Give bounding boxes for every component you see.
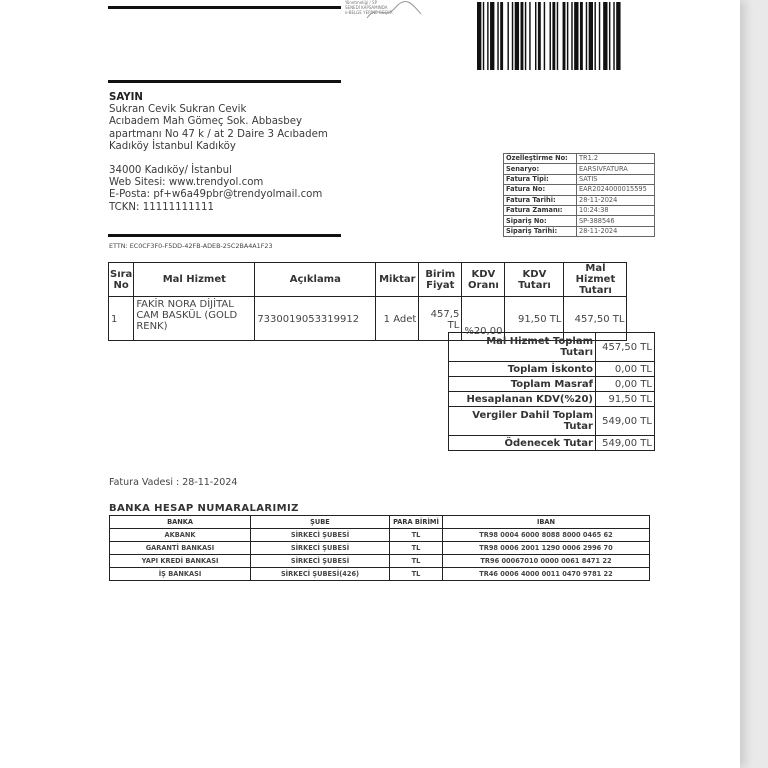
customer-tckn: TCKN: 11111111111 [109,201,215,213]
totals-table [448,332,655,451]
totals-label: Toplam İskonto [449,362,596,377]
info-key: Fatura Tipi: [504,174,577,184]
totals-row [449,362,655,377]
bank-branch: SİRKECİ ŞUBESİ(426) [251,568,390,581]
bank-name: YAPI KREDİ BANKASI [110,555,251,568]
info-key: Senaryo: [504,164,577,174]
bank-currency: TL [390,568,443,581]
totals-value: 0,00 TL [596,377,655,392]
bank-name: AKBANK [110,529,251,542]
customer-name: Sukran Cevik Sukran Cevik [109,104,247,116]
customer-title: SAYIN [109,92,143,103]
info-value: TR1.2 [577,154,655,164]
column-header: Açıklama [255,263,376,297]
bank-column-header: BANKA [110,516,251,529]
info-value: SP-388546 [577,216,655,226]
items-header-row [109,263,627,297]
address-line: Kadıköy İstanbul Kadıköy [109,140,236,152]
column-header: KDV Tutarı [505,263,564,297]
bank-currency: TL [390,529,443,542]
bank-iban: TR98 0006 2001 1290 0006 2996 70 [443,542,650,555]
cell-vat-rate: %20,00 [462,297,505,341]
info-row [504,154,655,164]
info-row [504,174,655,184]
totals-label: Toplam Masraf [449,377,596,392]
customer-address-block [109,92,328,214]
table-row [110,568,650,581]
totals-value: 0,00 TL [596,362,655,377]
bank-header-row [110,516,650,529]
stamp-line: e-BELGE YERİNE GEÇER [345,10,393,15]
bank-name: GARANTİ BANKASI [110,542,251,555]
info-value: 28-11-2024 [577,226,655,236]
bank-branch: SİRKECİ ŞUBESİ [251,542,390,555]
info-value: EAR2024000015595 [577,185,655,195]
table-row [110,555,650,568]
info-key: Özelleştirme No: [504,154,577,164]
bank-currency: TL [390,555,443,568]
totals-label: Ödenecek Tutar [449,436,596,451]
info-row [504,216,655,226]
bank-accounts-table [109,515,650,581]
totals-row [449,377,655,392]
bank-column-header: PARA BİRİMİ [390,516,443,529]
info-value: 10:24:38 [577,205,655,215]
customer-website: Web Sitesi: www.trendyol.com [109,177,264,189]
customer-city: 34000 Kadıköy/ İstanbul [109,165,232,177]
items-table [108,262,627,341]
totals-value: 457,50 TL [596,333,655,362]
info-value: EARSIVFATURA [577,164,655,174]
totals-row [449,392,655,407]
address-divider [108,80,341,83]
address-line: apartmanı No 47 k / at 2 Daire 3 Acıbadem [109,128,328,140]
cell-line-total: 457,50 TL [564,297,627,341]
top-divider [108,6,341,9]
totals-row [449,436,655,451]
info-row [504,195,655,205]
cell-description: 7330019053319912 [255,297,376,341]
column-header: Birim Fiyat [419,263,462,297]
bank-currency: TL [390,542,443,555]
bank-iban: TR46 0006 4000 0011 0470 9781 22 [443,568,650,581]
stamp-line: SENEDİ KAPSAMINDA [345,5,388,10]
totals-value: 91,50 TL [596,392,655,407]
column-header: KDV Oranı [462,263,505,297]
info-value: SATIS [577,174,655,184]
totals-value: 549,00 TL [596,407,655,436]
info-row [504,164,655,174]
bank-branch: SİRKECİ ŞUBESİ [251,555,390,568]
ettn-code: ETTN: EC0CF3F0-F5DD-42FB-ADEB-25C2BA4A1F23 [109,242,273,250]
invoice-info-table [503,153,655,237]
totals-label: Mal Hizmet Toplam Tutarı [449,333,596,362]
cell-product: FAKİR NORA DİJİTAL CAM BASKÜL (GOLD RENK) [134,297,255,341]
totals-row [449,333,655,362]
info-key: Sipariş Tarihi: [504,226,577,236]
info-key: Sipariş No: [504,216,577,226]
bank-column-header: IBAN [443,516,650,529]
bank-iban: TR96 00067010 0000 0061 8471 22 [443,555,650,568]
barcode [477,2,655,70]
stamp-line: Yönetmeliği / SP [345,0,377,5]
column-header: Sıra No [109,263,134,297]
totals-value: 549,00 TL [596,436,655,451]
totals-row [449,407,655,436]
table-row [110,529,650,542]
e-archive-stamp [345,0,445,22]
customer-email: E-Posta: pf+w6a49pbr@trendyolmail.com [109,189,323,201]
info-key: Fatura No: [504,185,577,195]
totals-label: Vergiler Dahil Toplam Tutar [449,407,596,436]
signature-scribble [365,0,425,22]
info-row [504,185,655,195]
address-line: Acıbadem Mah Gömeç Sok. Abbasbey [109,116,303,128]
cell-index: 1 [109,297,134,341]
totals-label: Hesaplanan KDV(%20) [449,392,596,407]
bank-branch: SİRKECİ ŞUBESİ [251,529,390,542]
info-row [504,226,655,236]
bank-iban: TR98 0004 6000 8088 8000 0465 62 [443,529,650,542]
table-row [110,542,650,555]
column-header: Miktar [376,263,419,297]
bank-column-header: ŞUBE [251,516,390,529]
column-header: Mal Hizmet [134,263,255,297]
info-key: Fatura Tarihi: [504,195,577,205]
info-row [504,205,655,215]
cell-quantity: 1 Adet [376,297,419,341]
bank-name: İŞ BANKASI [110,568,251,581]
column-header: Mal Hizmet Tutarı [564,263,627,297]
cell-unit-price: 457,5 TL [419,297,462,341]
info-key: Fatura Zamanı: [504,205,577,215]
cell-vat-amount: 91,50 TL [505,297,564,341]
due-date: Fatura Vadesi : 28-11-2024 [109,477,238,488]
ettn-divider [108,234,341,237]
bank-section-title: BANKA HESAP NUMARALARIMIZ [109,503,299,514]
info-value: 28-11-2024 [577,195,655,205]
